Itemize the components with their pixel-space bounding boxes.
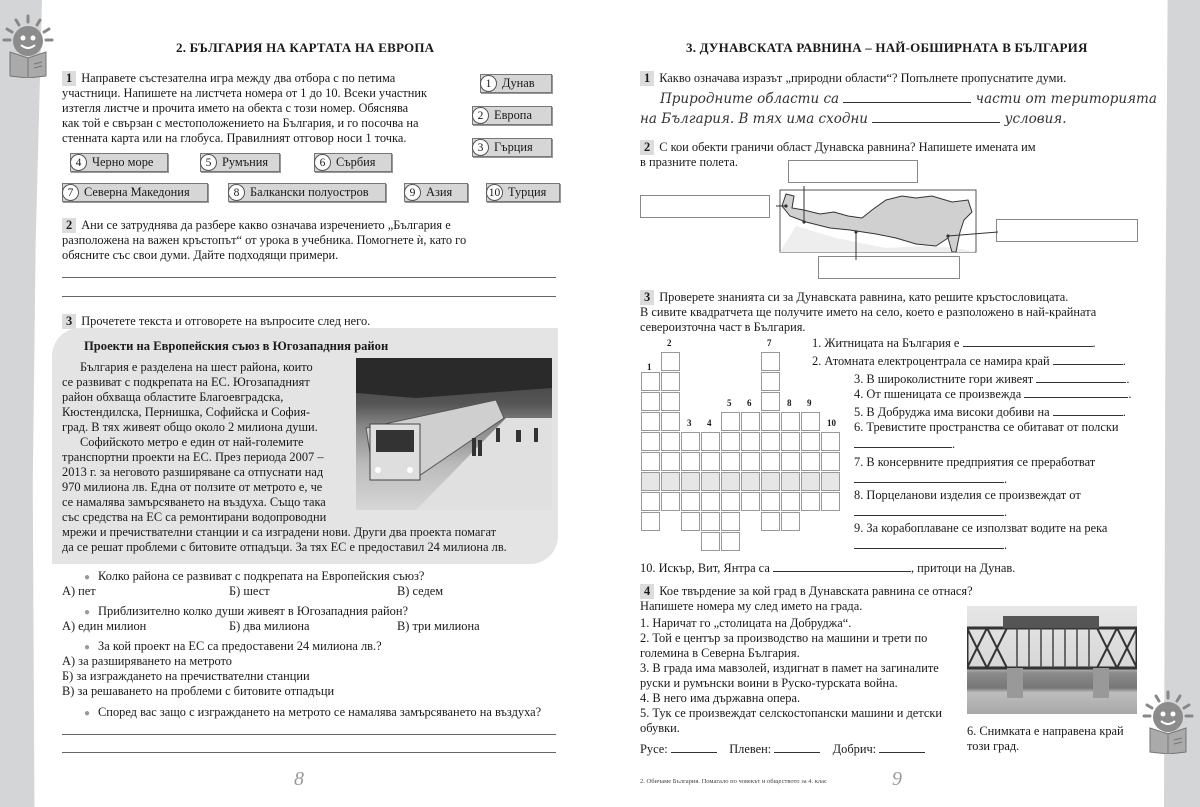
chip-number: 8 [228, 184, 245, 201]
map-object-chip [472, 106, 552, 125]
crossword-column-number: 8 [787, 398, 792, 408]
statement: 4. В него има държавна опера. [640, 691, 801, 705]
answer-option[interactable]: Б) два милиона [229, 619, 310, 633]
answer-line[interactable] [62, 277, 556, 278]
statement: 1. Наричат го „столицата на Добруджа“. [640, 616, 852, 630]
crossword-column-number: 3 [687, 418, 692, 428]
task-number-badge: 4 [640, 584, 654, 599]
crossword-cell[interactable] [661, 452, 680, 471]
crossword-column-number: 6 [747, 398, 752, 408]
bullet-icon: ● [84, 607, 91, 618]
task-number-badge: 3 [62, 314, 76, 329]
cursive-line-1 [660, 90, 1157, 107]
map-object-chip [314, 153, 392, 172]
crossword-cell[interactable] [721, 432, 740, 451]
panel-title: Проекти на Европейския съюз в Югозападния район [84, 339, 389, 353]
text-line: изтегля листче и прочита името на обекта с този номер. Обяснява [62, 101, 409, 115]
map-label-box-left[interactable] [640, 195, 770, 218]
cursive-text: условия. [1004, 111, 1067, 127]
answer-option[interactable]: Б) шест [229, 584, 270, 598]
crossword-cell[interactable] [701, 492, 720, 511]
crossword-column-number: 5 [727, 398, 732, 408]
footer-note: 2. Обичаме България. Помагало по човекът и обществото за 4. клас [640, 778, 827, 785]
task-number-badge: 1 [62, 71, 76, 86]
chip-label: Северна Македония [84, 185, 190, 199]
crossword-cell[interactable] [661, 432, 680, 451]
right-task3-text [640, 290, 1096, 335]
question-text: Колко района се развиват с подкрепата на Европейския съюз? [98, 569, 425, 583]
chip-label: Балкански полуостров [250, 185, 369, 199]
clue-6: 6. Тревистите пространства се обитават от полски . [854, 420, 1119, 451]
crossword-cell[interactable] [741, 452, 760, 471]
crossword-cell-highlighted[interactable] [641, 472, 660, 491]
left-task1-text [62, 71, 462, 146]
bullet-icon: ● [84, 642, 91, 653]
sun-reading-mascot-icon [2, 14, 54, 78]
crossword-column-number: 9 [807, 398, 812, 408]
text-line: В сивите квадратчета ще получите името на село, което е разположено в най-крайната [640, 305, 1097, 319]
crossword-cell[interactable] [701, 512, 720, 531]
crossword-cell[interactable] [701, 432, 720, 451]
caption-text: този град. [967, 739, 1020, 753]
crossword-cell[interactable] [761, 412, 780, 431]
text-line: със средства на ЕС са ремонтирани водопроводни [62, 510, 327, 524]
chip-number: 10 [486, 184, 503, 201]
answer-option[interactable]: В) за решаването на проблеми с битовите отпадъци [62, 684, 335, 698]
crossword-cell[interactable] [821, 432, 840, 451]
crossword-cell[interactable] [641, 452, 660, 471]
page-number-right: 9 [892, 768, 902, 790]
crossword-cell[interactable] [701, 532, 720, 551]
crossword-cell[interactable] [761, 372, 780, 391]
text-line: участници. Напишете на листчета номера от 1 до 10. Всеки участник [62, 86, 428, 100]
crossword-cell[interactable] [661, 352, 680, 371]
chip-label: Гърция [494, 140, 533, 154]
answer-option[interactable]: В) три милиона [397, 619, 480, 633]
clue-text: 7. В консервните предприятия се преработват [854, 455, 1096, 469]
photo-caption [967, 724, 1124, 754]
crossword-cell-highlighted[interactable] [681, 472, 700, 491]
crossword-cell[interactable] [821, 492, 840, 511]
page-number-left: 8 [294, 768, 304, 790]
right-margin-strip [1164, 0, 1200, 807]
chip-label: Румъния [222, 155, 269, 169]
sun-reading-mascot-icon [1142, 690, 1194, 754]
left-task2-text [62, 218, 562, 263]
text-line: Ани се затруднява да разбере какво означава изречението „България е [81, 218, 451, 232]
question-text: За кой проект на ЕС са предоставени 24 милиона лв.? [98, 639, 382, 653]
fill-in-blank[interactable] [1053, 352, 1123, 365]
city-label: Плевен: [729, 742, 772, 756]
fill-in-blank[interactable] [963, 334, 1093, 347]
text-line: североизточна част в България. [640, 320, 806, 334]
crossword-cell-highlighted[interactable] [701, 472, 720, 491]
map-label-box-right[interactable] [996, 219, 1138, 242]
crossword-cell[interactable] [641, 412, 660, 431]
text-line: се развиват с подкрепата на ЕС. Югозападният [62, 375, 310, 389]
fill-in-blank[interactable] [843, 90, 971, 103]
crossword-cell[interactable] [741, 412, 760, 431]
answer-option[interactable]: В) седем [397, 584, 444, 598]
caption-text: 6. Снимката е направена край [967, 724, 1124, 738]
fill-in-blank[interactable] [854, 470, 1004, 483]
crossword-cell[interactable] [721, 532, 740, 551]
crossword-grid [641, 338, 841, 550]
crossword-cell[interactable] [801, 492, 820, 511]
clue-9: 9. За корабоплаване се използват водите на река . [854, 521, 1108, 552]
text-line: България е разделена на шест района, които [80, 360, 313, 374]
left-margin-strip [0, 0, 42, 807]
clue-8: 8. Порцеланови изделия се произвеждат от . [854, 488, 1081, 519]
fill-in-blank[interactable] [854, 536, 1004, 549]
crossword-cell-highlighted[interactable] [801, 472, 820, 491]
left-task3-intro [62, 314, 370, 329]
crossword-cell[interactable] [721, 452, 740, 471]
answer-line[interactable] [62, 752, 556, 753]
crossword-cell[interactable] [681, 492, 700, 511]
crossword-cell[interactable] [761, 492, 780, 511]
fill-in-blank[interactable] [1024, 385, 1128, 398]
question-4 [84, 705, 541, 721]
crossword-cell[interactable] [761, 432, 780, 451]
crossword-cell[interactable] [821, 452, 840, 471]
crossword-cell[interactable] [781, 492, 800, 511]
statement: 3. В града има мавзолей, издигнат в памет на загиналите [640, 661, 939, 675]
crossword-cell[interactable] [681, 452, 700, 471]
chip-number: 6 [314, 154, 331, 171]
crossword-column-number: 2 [667, 338, 672, 348]
clue-text: 3. В широколистните гори живеят [854, 372, 1034, 386]
crossword-cell[interactable] [641, 492, 660, 511]
chip-number: 7 [62, 184, 79, 201]
map-object-chip [480, 74, 552, 93]
metro-photo [356, 358, 552, 510]
fill-in-blank[interactable] [1036, 370, 1126, 383]
text-line: Софийското метро е един от най-големите [80, 435, 304, 449]
text-line: стенната карта или на глобуса. Правилният отговор носи 1 точка. [62, 131, 407, 145]
text-line: 970 милиона лв. Една от ползите от метрото е, че [62, 480, 323, 494]
question-text: Според вас защо с изграждането на метрото се намалява замърсяването на въздуха? [98, 705, 542, 719]
chip-label: Турция [508, 185, 547, 199]
statement: 5. Тук се произвеждат селскостопански машини и детски [640, 706, 943, 720]
bullet-icon: ● [84, 572, 91, 583]
task-number-badge: 1 [640, 71, 654, 86]
text-line: Направете състезателна игра между два отбора с по петима [81, 71, 396, 85]
city-label: Добрич: [832, 742, 877, 756]
question-1 [84, 569, 424, 585]
crossword-cell[interactable] [761, 512, 780, 531]
right-task4-text [640, 584, 973, 614]
chip-label: Европа [494, 108, 532, 122]
clue-text: 8. Порцеланови изделия се произвеждат от [854, 488, 1081, 502]
clue-text: 4. От пшеницата се произвежда [854, 387, 1022, 401]
map-object-chip [472, 138, 552, 157]
text-line: Кюстендилска, Пернишка, Софийска и София- [62, 405, 311, 419]
answer-option[interactable]: Б) за изграждането на пречиствателни станции [62, 669, 310, 683]
statement: обувки. [640, 721, 680, 735]
crossword-cell[interactable] [681, 512, 700, 531]
map-object-chip [404, 183, 468, 202]
right-page-title: 3. ДУНАВСКАТА РАВНИНА – НАЙ-ОБШИРНАТА В БЪЛГАРИЯ [686, 40, 1088, 55]
text-line: в празните полета. [640, 155, 738, 169]
text-line: Прочетете текста и отговорете на въпросите след него. [81, 314, 371, 328]
clue-4: 4. От пшеницата се произвежда . [854, 387, 1132, 401]
city-statements [640, 616, 942, 736]
clue-2: 2. Атомната електроцентрала се намира край . [812, 354, 1126, 368]
crossword-cell[interactable] [661, 412, 680, 431]
crossword-cell[interactable] [701, 452, 720, 471]
text-line: С кои обекти граничи област Дунавска равнина? Напишете имената им [659, 140, 1036, 154]
answer-option[interactable]: А) за разширяването на метрото [62, 654, 232, 668]
bullet-icon: ● [84, 708, 91, 719]
chip-label: Черно море [92, 155, 154, 169]
clue-5: 5. В Добруджа има високи добиви на . [854, 405, 1126, 419]
crossword-cell[interactable] [681, 432, 700, 451]
crossword-cell[interactable] [761, 392, 780, 411]
text-line: район обхваща областите Благоевградска, [62, 390, 284, 404]
chip-number: 9 [404, 184, 421, 201]
crossword-cell[interactable] [721, 412, 740, 431]
chip-number: 4 [70, 154, 87, 171]
clue-10 [640, 559, 1015, 576]
chip-number: 5 [200, 154, 217, 171]
crossword-column-number: 10 [827, 418, 836, 428]
crossword-cell[interactable] [761, 352, 780, 371]
crossword-cell[interactable] [661, 372, 680, 391]
left-page-title: 2. БЪЛГАРИЯ НА КАРТАТА НА ЕВРОПА [176, 40, 435, 55]
map-object-chip [486, 183, 560, 202]
text-line: разположена на важен кръстопът“ от урока в учебника. Помогнете ѝ, като го [62, 233, 467, 247]
crossword-cell[interactable] [781, 452, 800, 471]
crossword-cell[interactable] [781, 512, 800, 531]
crossword-cell-highlighted[interactable] [721, 472, 740, 491]
cursive-text: на България. В тях има сходни [640, 111, 869, 127]
crossword-cell[interactable] [661, 392, 680, 411]
text-line: Проверете знанията си за Дунавската равнина, като решите кръстословицата. [659, 290, 1069, 304]
clue-text: 5. В Добруджа има високи добиви на [854, 405, 1050, 419]
crossword-column-number: 1 [647, 362, 652, 372]
task-number-badge: 3 [640, 290, 654, 305]
text-line: мрежи и пречиствателни станции и са изградени нови. Други два проекта помагат [62, 525, 497, 539]
map-object-chip [200, 153, 280, 172]
crossword-cell[interactable] [781, 432, 800, 451]
text-line: транспортни проекти на ЕС. През периода 2007 – [62, 450, 324, 464]
text-line: се намалява замърсяването на въздуха. Също така [62, 495, 326, 509]
cursive-text: части от територията [975, 91, 1157, 107]
danube-bridge-photo [967, 606, 1137, 714]
crossword-cell[interactable] [801, 452, 820, 471]
fill-in-blank[interactable] [872, 110, 1000, 123]
crossword-cell[interactable] [721, 512, 740, 531]
clue-text: 9. За корабоплаване се използват водите на река [854, 521, 1108, 535]
fill-in-blank[interactable] [854, 503, 1004, 516]
answer-line[interactable] [62, 296, 556, 297]
chip-label: Азия [426, 185, 453, 199]
crossword-column-number: 4 [707, 418, 712, 428]
crossword-cell[interactable] [641, 512, 660, 531]
text-line: 2013 г. за неговото разширяване са отпуснати над [62, 465, 324, 479]
right-task1-text [640, 71, 1066, 86]
text-line: обясните със свои думи. Дайте подходящи примери. [62, 248, 339, 262]
answer-option[interactable]: А) пет [62, 584, 96, 598]
crossword-cell-highlighted[interactable] [661, 472, 680, 491]
chip-number: 1 [480, 75, 497, 92]
crossword-column-number: 7 [767, 338, 772, 348]
crossword-cell[interactable] [801, 412, 820, 431]
text-line: Напишете номера му след името на града. [640, 599, 863, 613]
map-object-chip [62, 183, 208, 202]
statement: 2. Той е център за производство на машини и трети по [640, 631, 928, 645]
clue-7: 7. В консервните предприятия се преработват . [854, 455, 1096, 486]
map-label-box-top[interactable] [788, 160, 918, 183]
city-answer-blank[interactable] [879, 740, 925, 753]
question-text: Приблизително колко души живеят в Югозападния район? [98, 604, 408, 618]
crossword-cell-highlighted[interactable] [781, 472, 800, 491]
crossword-cell[interactable] [641, 432, 660, 451]
danube-plain-map [776, 186, 998, 260]
map-object-chip [228, 183, 386, 202]
fill-in-blank[interactable] [854, 435, 952, 448]
crossword-cell-highlighted[interactable] [821, 472, 840, 491]
cursive-line-2 [640, 110, 1067, 127]
question-2 [84, 604, 408, 620]
city-answer-blank[interactable] [774, 740, 820, 753]
crossword-cell-highlighted[interactable] [761, 472, 780, 491]
clue-text: 2. Атомната електроцентрала се намира край [812, 354, 1050, 368]
clue-3: 3. В широколистните гори живеят . [854, 372, 1130, 386]
clue-text: 6. Тревистите пространства се обитават от полски [854, 420, 1119, 434]
text-line: как той е свързан с местоположението на България, и го посочва на [62, 116, 419, 130]
statement: големина в Северна България. [640, 646, 800, 660]
statement: руски и румънски воини в Руско-турската война. [640, 676, 898, 690]
text-line: Кое твърдение за кой град в Дунавската равнина се отнася? [659, 584, 973, 598]
chip-label: Сърбия [336, 155, 376, 169]
fill-in-blank[interactable] [773, 559, 911, 572]
clue-text: , притоци на Дунав. [910, 561, 1016, 575]
map-object-chip [70, 153, 168, 172]
cursive-text: Природните области са [660, 91, 840, 107]
fill-in-blank[interactable] [1053, 403, 1123, 416]
chip-number: 3 [472, 139, 489, 156]
clue-1: 1. Житницата на България е . [812, 336, 1096, 350]
crossword-cell[interactable] [781, 412, 800, 431]
crossword-cell[interactable] [641, 372, 660, 391]
crossword-cell[interactable] [741, 432, 760, 451]
chip-label: Дунав [502, 76, 535, 90]
crossword-cell[interactable] [761, 452, 780, 471]
question-3 [84, 639, 382, 655]
task-number-badge: 2 [640, 140, 654, 155]
text-line: да се решат проблеми с битовите отпадъци. За тях ЕС е предоставил 24 милиона лв. [62, 540, 507, 554]
crossword-cell[interactable] [801, 432, 820, 451]
city-answer-blank[interactable] [671, 740, 717, 753]
crossword-cell[interactable] [661, 492, 680, 511]
crossword-cell[interactable] [721, 492, 740, 511]
city-answer-row [640, 740, 925, 757]
text-line: град. В тях живеят общо около 2 милиона души. [62, 420, 318, 434]
answer-line[interactable] [62, 734, 556, 735]
clue-text: 10. Искър, Вит, Янтра са [640, 561, 770, 575]
text-line: Какво означава изразът „природни области“? Попълнете пропуснатите думи. [659, 71, 1067, 85]
task-number-badge: 2 [62, 218, 76, 233]
chip-number: 2 [472, 107, 489, 124]
city-label: Русе: [640, 742, 668, 756]
crossword-cell[interactable] [741, 492, 760, 511]
crossword-cell[interactable] [641, 392, 660, 411]
clue-text: 1. Житницата на България е [812, 336, 960, 350]
answer-option[interactable]: А) един милион [62, 619, 147, 633]
crossword-cell-highlighted[interactable] [741, 472, 760, 491]
